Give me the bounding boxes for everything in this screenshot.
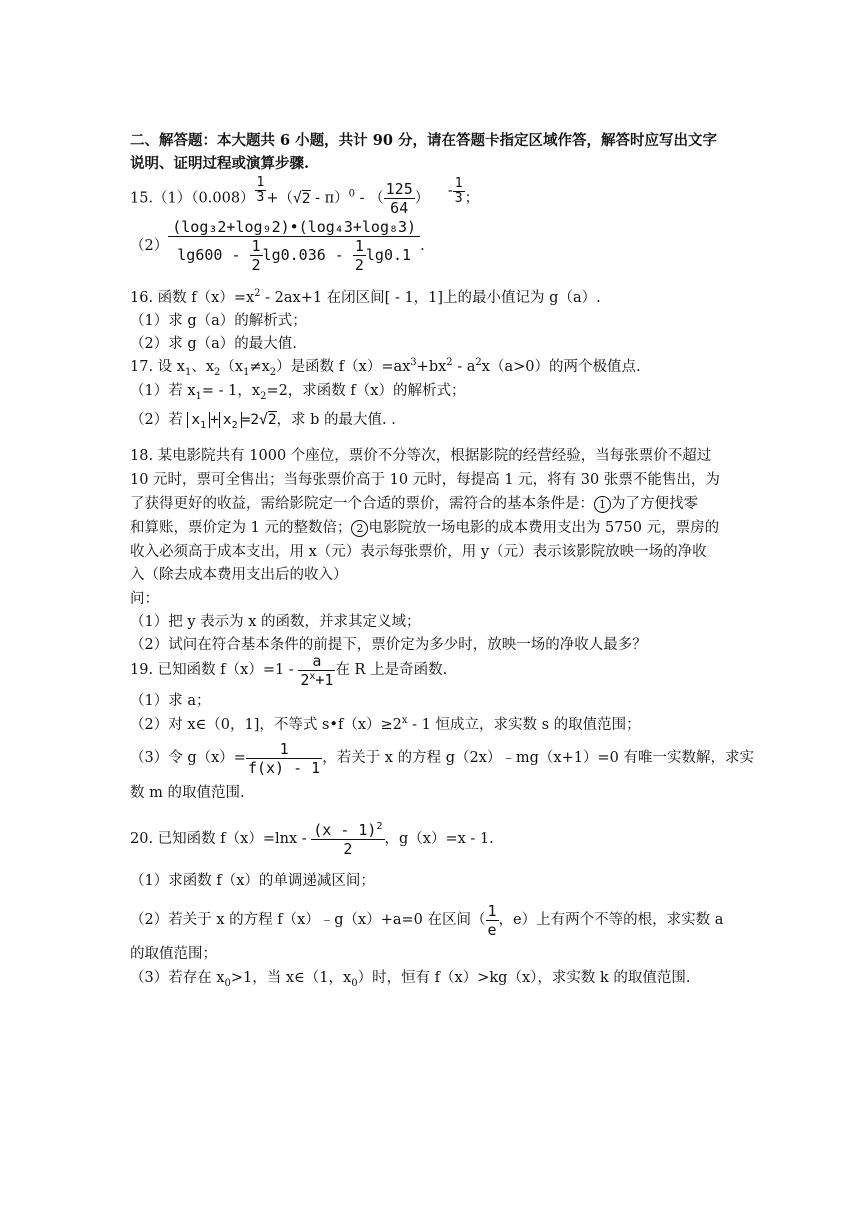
q15-log-fraction <box>168 218 420 274</box>
section-heading-line-2: 说明、证明过程或演算步骤. <box>130 155 310 172</box>
q15-exponent-1-3: $\frac{1}{3}$ <box>256 175 265 205</box>
q15-log-denominator: lg600 - $\frac{1}{2}$ lg0.036 - $\frac{1}{2}$ lg0.1 <box>168 236 420 274</box>
section-heading-line-1: 二、解答题：本大题共 6 小题，共计 90 分，请在答题卡指定区域作答，解答时应写出文字 <box>130 132 717 149</box>
q15-exponent-neg-1-3: - $\frac{1}{3}$ <box>447 175 463 206</box>
q19-part3-cont: 数 m 的取值范围. <box>130 785 245 801</box>
q20-one-over-e: $\frac{1}{e}$ <box>487 901 497 939</box>
q19-part2: （2）对 x∈（0，1]，不等式 $s•f(x)\ge 2^x - 1$ 恒成立，求实数 s 的取值范围； <box>130 715 641 733</box>
q20-stem: 20. 已知函数 f（x）=lnx - $\frac{(x - 1)^2}{2}$ ，g（x）=x - 1. <box>130 820 494 858</box>
abs-x2: $x_2$ <box>219 412 242 428</box>
q18-line-2: 10 元时，票可全售出；当每张票价高于 10 元时，每提高 1 元，将有 30 张票不能售出，为 <box>130 472 720 488</box>
q18-line-1: 18. 某电影院共有 1000 个座位，票价不分等次，根据影院的经营经验，当每张票价不超过 <box>130 448 712 464</box>
q15-p2-prefix: （2） <box>130 238 169 254</box>
q16-part1: （1）求 g（a）的解析式； <box>130 313 307 329</box>
q16-stem: 16. 函数 $f(x)=x^2 - 2ax+1$ 在闭区间[ - 1，1]上的最小值记为 g（a）. <box>130 288 601 306</box>
q15-part2: （2） (log₃2+log₉2)•(log₄3+log₈3) lg600 - $\frac{1}{2}$ lg0.036 - $\frac{1}{2}$ lg0.1 . <box>130 218 425 274</box>
q18-part1: （1）把 y 表示为 x 的函数，并求其定义域； <box>130 614 421 630</box>
q19-fraction: $\frac{a}{2^x+1}$ <box>300 651 334 689</box>
q15-p1-prefix: 15.（1）（0.008） <box>130 190 255 207</box>
q18-line-7: 问： <box>130 591 159 607</box>
q15-log-numerator: (log₃2+log₉2)•(log₄3+log₈3) <box>172 218 417 236</box>
q20-fraction: $\frac{(x - 1)^2}{2}$ <box>313 820 383 858</box>
q20-part1: （1）求函数 f（x）的单调递减区间； <box>130 873 375 889</box>
q15-sqrt: √2 <box>293 190 311 207</box>
q19-part1: （1）求 a； <box>130 693 211 709</box>
q17-sqrt: √2 <box>259 412 277 428</box>
circled-number-1: 1 <box>594 496 611 513</box>
q15-part1: 15.（1）（0.008） $\frac{1}{3}$ +（√2 - π）$^0$ - （ $\frac{125}{64}$ ） - $\frac{1}{3}$ ； <box>130 175 480 217</box>
q15-fraction-125-64: $\frac{125}{64}$ <box>385 180 413 217</box>
q20-part2: （2）若关于 x 的方程 f（x）﹣g（x）+a=0 在区间（ $\frac{1}{e}$ ，e）上有两个不等的根，求实数 a <box>130 901 724 939</box>
q17-stem: 17. 设 $x_1$、$x_2(x_1\ne x_2)$是函数 $f(x)=ax^3+bx^2 - a^2x(a>0)$的两个极值点. <box>130 357 641 378</box>
q16-part2: （2）求 g（a）的最大值. <box>130 336 297 352</box>
q18-line-6: 入（除去成本费用支出后的收入） <box>130 567 348 583</box>
q18-part2: （2）试问在符合基本条件的前提下，票价定为多少时，放映一场的净收人最多？ <box>130 637 647 653</box>
abs-x1: $x_1$ <box>187 412 210 428</box>
q18-line-5: 收入必须高于成本支出，用 x（元）表示每张票价，用 y（元）表示该影院放映一场的净收 <box>130 544 707 560</box>
q20-part2-cont: 的取值范围； <box>130 946 217 962</box>
q19-stem: 19. 已知函数 f（x）=1 - $\frac{a}{2^x+1}$ 在 R 上是奇函数. <box>130 651 448 689</box>
q17-part1: （1）若 $x_1= - 1$，$x_2=2$，求函数 f（x）的解析式； <box>130 383 466 402</box>
q18-line-3: 了获得更好的收益，需给影院定一个合适的票价，需符合的基本条件是： 1 为了方便找零 <box>130 496 698 512</box>
circled-number-2: 2 <box>351 520 368 537</box>
q17-part2: （2）若 $x_1 + x_2 =2√2$，求 b 的最大值. . <box>130 412 396 431</box>
q19-part3: （3）令 g（x）= $\frac{1}{f(x) - 1}$ ，若关于 x 的方程 g（2x）﹣mg（x+1）=0 有唯一实数解，求实 <box>130 739 754 777</box>
q18-line-4: 和算账，票价定为 1 元的整数倍； 2 电影院放一场电影的成本费用支出为 5750 元，票房的 <box>130 520 720 536</box>
q20-part3: （3）若存在 $x_0>1$，当 x∈（1，$x_0$）时，恒有 f（x）>kg（x），求实数 k 的取值范围. <box>130 970 691 989</box>
q19-g-fraction: $\frac{1}{f(x) - 1}$ <box>247 739 321 777</box>
